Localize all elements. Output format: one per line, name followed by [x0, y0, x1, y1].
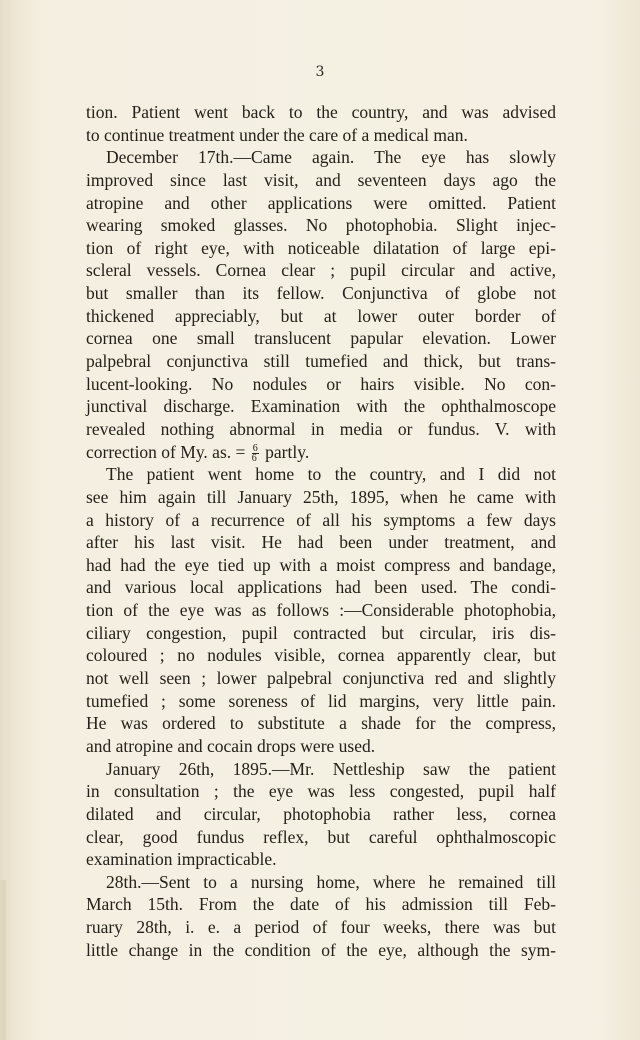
line-text: dilated and circular, photophobia rather less, cornea — [86, 803, 556, 824]
line-text: 28th.—Sent to a nursing home, where he remained till — [106, 871, 556, 892]
line-text: He was ordered to substitute a shade for the compress, — [86, 713, 556, 734]
line-text: revealed nothing abnormal in media or fundus. V. with — [86, 418, 556, 439]
line-text: thickened appreciably, but at lower outer border of — [86, 305, 556, 326]
text-line — [86, 327, 556, 350]
text-line — [86, 395, 556, 418]
text-line — [86, 667, 556, 690]
line-text: palpebral conjunctiva still tumefied and thick, but trans- — [86, 351, 556, 372]
page-edge-shadow — [0, 880, 6, 1040]
text-line — [86, 237, 556, 260]
text-line — [86, 826, 556, 849]
line-text: tion of right eye, with noticeable dilatation of large epi- — [86, 237, 556, 258]
line-text: wearing smoked glasses. No photophobia. Slight injec- — [86, 215, 556, 236]
text-line — [86, 554, 556, 577]
line-text: lucent-looking. No nodules or hairs visible. No con- — [86, 373, 556, 394]
page-number: 3 — [315, 64, 325, 80]
text-line — [86, 350, 556, 373]
line-text: The patient went home to the country, and I did not — [106, 464, 556, 485]
text-line — [86, 101, 556, 124]
line-text: and atropine and cocain drops were used. — [86, 735, 376, 756]
line-text: improved since last visit, and seventeen days ago the — [86, 169, 556, 190]
line-text: correction of My. as. = — [86, 441, 246, 462]
line-text: tion. Patient went back to the country, and was advised — [86, 102, 556, 122]
text-line — [86, 916, 556, 939]
text-line — [86, 735, 556, 758]
line-text: tumefied ; some soreness of lid margins, very little pain. — [86, 690, 556, 711]
text-line — [86, 373, 556, 396]
line-text-after: partly. — [260, 441, 310, 462]
text-line — [86, 712, 556, 735]
line-text: December 17th.—Came again. The eye has slowly — [106, 147, 556, 168]
text-line — [86, 305, 556, 328]
line-text: a history of a recurrence of all his symptoms a few days — [86, 509, 556, 530]
text-line — [86, 599, 556, 622]
line-text: had had the eye tied up with a moist compress and bandage, — [86, 554, 556, 575]
line-text: scleral vessels. Cornea clear ; pupil circular and active, — [86, 260, 556, 281]
line-text: junctival discharge. Examination with the ophthalmoscope — [86, 396, 556, 417]
line-text: but smaller than its fellow. Conjunctiva of globe not — [86, 283, 556, 304]
line-text: little change in the condition of the eye, although the sym- — [86, 939, 556, 960]
fraction — [252, 444, 259, 463]
text-line — [86, 146, 556, 169]
text-line — [86, 486, 556, 509]
line-text: January 26th, 1895.—Mr. Nettleship saw the patient — [106, 758, 556, 779]
line-text: to continue treatment under the care of a medical man. — [86, 124, 468, 145]
text-line — [86, 259, 556, 282]
line-text: coloured ; no nodules visible, cornea apparently clear, but — [86, 645, 556, 666]
text-line — [86, 463, 556, 486]
line-text: clear, good fundus reflex, but careful ophthalmoscopic — [86, 826, 556, 847]
line-text: after his last visit. He had been under treatment, and — [86, 532, 556, 553]
text-line — [86, 576, 556, 599]
text-line — [86, 848, 556, 871]
fraction-denominator: 6 — [251, 453, 257, 465]
text-line — [86, 690, 556, 713]
body-text — [86, 101, 556, 961]
text-line — [86, 214, 556, 237]
text-line — [86, 939, 556, 962]
line-text: tion of the eye was as follows :—Considerable photophobia, — [86, 600, 556, 621]
line-text: in consultation ; the eye was less congested, pupil half — [86, 781, 556, 802]
line-text: ciliary congestion, pupil contracted but circular, iris dis- — [86, 622, 556, 643]
line-text: see him again till January 25th, 1895, when he came with — [86, 486, 556, 507]
text-line — [86, 418, 556, 441]
text-line — [86, 441, 556, 464]
line-text: atropine and other applications were omitted. Patient — [86, 192, 556, 213]
line-text: examination impracticable. — [86, 849, 277, 870]
text-line — [86, 282, 556, 305]
line-text: and various local applications had been used. The condi- — [86, 577, 556, 598]
text-line — [86, 622, 556, 645]
line-text: not well seen ; lower palpebral conjunctiva red and slightly — [86, 668, 556, 689]
fraction-numerator: 6 — [252, 443, 258, 455]
line-text: March 15th. From the date of his admission till Feb- — [86, 894, 556, 915]
text-line — [86, 169, 556, 192]
text-line — [86, 758, 556, 781]
text-line — [86, 509, 556, 532]
text-line — [86, 192, 556, 215]
text-line — [86, 531, 556, 554]
text-line — [86, 893, 556, 916]
line-text: cornea one small translucent papular elevation. Lower — [86, 328, 556, 349]
text-line — [86, 124, 556, 147]
text-line — [86, 780, 556, 803]
text-line — [86, 803, 556, 826]
text-line — [86, 871, 556, 894]
line-text: ruary 28th, i. e. a period of four weeks, there was but — [86, 917, 556, 938]
text-line — [86, 644, 556, 667]
